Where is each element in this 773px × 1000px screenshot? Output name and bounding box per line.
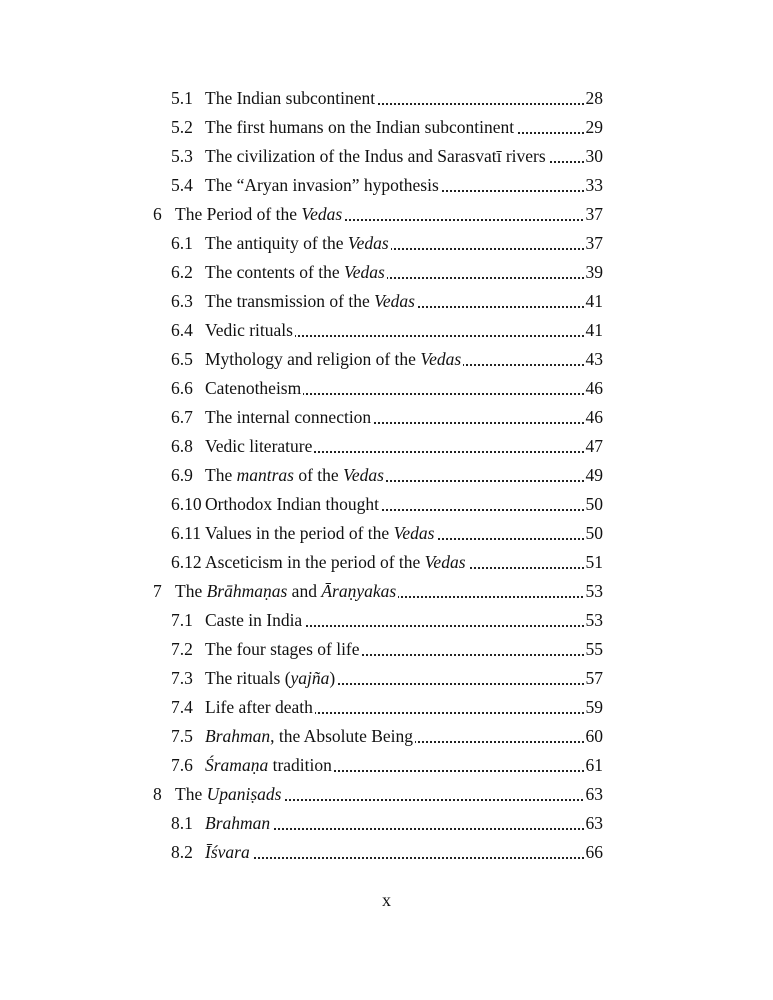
toc-entry-page-number: 46: [584, 374, 604, 403]
toc-entry-title: [205, 233, 389, 253]
toc-entry-page-number: 59: [584, 693, 604, 722]
toc-entry-page-number: 60: [584, 722, 604, 751]
toc-entry-title: [175, 784, 281, 804]
toc-section-entry: [171, 548, 603, 577]
toc-entry-number: 5.4: [171, 175, 193, 195]
toc-entry-page-number: 55: [584, 635, 604, 664]
toc-entry-number: 6.2: [171, 262, 193, 282]
toc-entry-heading: [171, 693, 315, 722]
toc-entry-number: 6.10: [171, 494, 202, 514]
toc-section-entry: [171, 635, 603, 664]
toc-title-part: The: [175, 581, 207, 601]
toc-title-part: The antiquity of the: [205, 233, 348, 253]
toc-entry-heading: [171, 113, 516, 142]
toc-entry-title: [205, 117, 514, 137]
toc-title-italic-part: Vedas: [424, 552, 466, 572]
toc-entry-title: [205, 494, 379, 514]
toc-entry-page-number: 37: [584, 200, 604, 229]
toc-title-part: The civilization of the Indus and Sarasvatī rivers: [205, 146, 546, 166]
toc-title-italic-part: mantras: [236, 465, 294, 485]
toc-title-italic-part: Brāhmaṇas: [206, 581, 288, 601]
toc-entry-heading: [153, 577, 398, 606]
toc-entry-number: 6.11: [171, 523, 201, 543]
toc-title-part: The: [175, 784, 207, 804]
toc-title-italic-part: Upaniṣads: [206, 784, 282, 804]
toc-title-italic-part: Vedas: [347, 233, 389, 253]
toc-entry-page-number: 50: [584, 519, 604, 548]
toc-section-entry: [171, 809, 603, 838]
toc-entry-heading: [171, 287, 417, 316]
toc-section-entry: [171, 374, 603, 403]
toc-entry-title: [205, 813, 270, 833]
toc-entry-page-number: 53: [584, 606, 604, 635]
toc-entry-number: 7.6: [171, 755, 193, 775]
toc-title-part: The four stages of life: [205, 639, 360, 659]
toc-title-italic-part: Brahman: [205, 726, 271, 746]
toc-entry-page-number: 41: [584, 316, 604, 345]
toc-title-part: The transmission of the: [205, 291, 375, 311]
toc-entry-number: 8.1: [171, 813, 193, 833]
toc-title-part: The contents of the: [205, 262, 344, 282]
toc-entry-number: 5.3: [171, 146, 193, 166]
toc-entry-heading: [171, 461, 386, 490]
toc-title-part: ): [329, 668, 336, 688]
toc-entry-title: [175, 581, 396, 601]
toc-entry-heading: [171, 84, 377, 113]
toc-entry-heading: [171, 374, 303, 403]
toc-title-italic-part: Āraṇyakas: [321, 581, 397, 601]
toc-entry-page-number: 53: [584, 577, 604, 606]
toc-entry-title: [205, 552, 466, 572]
toc-title-italic-part: Vedas: [343, 262, 385, 282]
page-folio: x: [382, 890, 391, 910]
toc-section-entry: [171, 519, 603, 548]
toc-entry-heading: [171, 345, 463, 374]
toc-section-entry: [171, 722, 603, 751]
toc-entry-page-number: 33: [584, 171, 604, 200]
toc-entry-page-number: 41: [584, 287, 604, 316]
toc-entry-number: 6.3: [171, 291, 193, 311]
toc-entry-title: [205, 291, 415, 311]
toc-section-entry: [171, 113, 603, 142]
toc-entry-page-number: 61: [584, 751, 604, 780]
toc-entry-page-number: 30: [584, 142, 604, 171]
toc-title-part: Vedic rituals: [205, 320, 293, 340]
toc-entry-number: 6.1: [171, 233, 193, 253]
toc-section-entry: [171, 229, 603, 258]
toc-entry-heading: [171, 548, 468, 577]
toc-section-entry: [171, 461, 603, 490]
toc-entry-title: [205, 639, 360, 659]
toc-title-part: The Period of the: [175, 204, 302, 224]
toc-entry-heading: [171, 722, 415, 751]
toc-entry-number: 7: [153, 581, 162, 601]
toc-entry-number: 6.4: [171, 320, 193, 340]
toc-entry-number: 6: [153, 204, 162, 224]
toc-section-entry: [171, 316, 603, 345]
toc-section-entry: [171, 142, 603, 171]
toc-entry-number: 7.3: [171, 668, 193, 688]
toc-section-entry: [171, 693, 603, 722]
toc-entry-title: [205, 523, 434, 543]
table-of-contents: [0, 84, 773, 867]
toc-entry-heading: [171, 229, 391, 258]
toc-title-italic-part: Vedas: [393, 523, 435, 543]
toc-entry-page-number: 63: [584, 780, 604, 809]
toc-section-entry: [171, 258, 603, 287]
toc-title-part: , the Absolute Being: [270, 726, 414, 746]
toc-title-part: Mythology and religion of the: [205, 349, 421, 369]
toc-section-entry: [171, 664, 603, 693]
toc-title-part: and: [287, 581, 322, 601]
toc-entry-heading: [171, 490, 381, 519]
toc-title-part: The: [205, 465, 237, 485]
toc-entry-number: 6.8: [171, 436, 193, 456]
toc-entry-heading: [171, 171, 441, 200]
toc-entry-title: [205, 755, 332, 775]
toc-entry-number: 6.9: [171, 465, 193, 485]
toc-entry-page-number: 46: [584, 403, 604, 432]
toc-entry-title: [205, 88, 375, 108]
toc-entry-heading: [171, 751, 334, 780]
toc-entry-title: [205, 726, 413, 746]
toc-entry-page-number: 63: [584, 809, 604, 838]
toc-entry-title: [205, 407, 371, 427]
toc-entry-title: [205, 610, 302, 630]
toc-entry-number: 7.2: [171, 639, 193, 659]
toc-title-part: Caste in India: [205, 610, 303, 630]
toc-section-entry: [171, 171, 603, 200]
toc-entry-number: 7.1: [171, 610, 193, 630]
toc-title-italic-part: Vedas: [343, 465, 384, 485]
toc-section-entry: [171, 432, 603, 461]
toc-title-part: Orthodox Indian thought: [205, 494, 380, 514]
toc-entry-heading: [153, 200, 344, 229]
toc-entry-number: 7.5: [171, 726, 193, 746]
toc-entry-page-number: 43: [584, 345, 604, 374]
toc-title-italic-part: Vedas: [420, 349, 462, 369]
toc-entry-heading: [171, 432, 314, 461]
toc-section-entry: [171, 838, 603, 867]
toc-title-part: Catenotheism: [205, 378, 302, 398]
toc-entry-title: [205, 668, 335, 688]
toc-entry-heading: [171, 664, 337, 693]
toc-chapter-entry: [153, 577, 603, 606]
toc-entry-page-number: 50: [584, 490, 604, 519]
toc-entry-number: 7.4: [171, 697, 193, 717]
toc-entry-heading: [171, 809, 272, 838]
toc-title-part: The “Aryan invasion” hypothesis: [205, 175, 439, 195]
toc-title-italic-part: Vedas: [301, 204, 343, 224]
toc-section-entry: [171, 345, 603, 374]
toc-title-part: Asceticism in the period of the: [205, 552, 425, 572]
toc-entry-number: 6.5: [171, 349, 193, 369]
toc-entry-heading: [171, 838, 252, 867]
toc-title-part: of the: [293, 465, 344, 485]
toc-entry-number: 6.6: [171, 378, 193, 398]
toc-title-part: The internal connection: [205, 407, 372, 427]
toc-title-part: Values in the period of the: [205, 523, 394, 543]
toc-entry-page-number: 39: [584, 258, 604, 287]
toc-entry-heading: [171, 258, 387, 287]
toc-section-entry: [171, 84, 603, 113]
toc-entry-page-number: 28: [584, 84, 604, 113]
toc-title-italic-part: Brahman: [205, 813, 271, 833]
toc-entry-heading: [171, 606, 304, 635]
toc-title-part: The first humans on the Indian subcontinent: [205, 117, 515, 137]
toc-entry-number: 5.2: [171, 117, 193, 137]
toc-entry-heading: [171, 403, 373, 432]
toc-entry-heading: [153, 780, 283, 809]
toc-entry-page-number: 49: [584, 461, 604, 490]
toc-section-entry: [171, 490, 603, 519]
toc-title-italic-part: yajña: [290, 668, 330, 688]
toc-section-entry: [171, 606, 603, 635]
toc-entry-title: [205, 349, 461, 369]
toc-section-entry: [171, 403, 603, 432]
toc-title-part: Vedic literature: [205, 436, 313, 456]
toc-title-part: Life after death: [205, 697, 313, 717]
toc-entry-page-number: 57: [584, 664, 604, 693]
toc-entry-title: [175, 204, 342, 224]
toc-entry-title: [205, 146, 546, 166]
toc-section-entry: [171, 751, 603, 780]
toc-entry-number: 6.12: [171, 552, 202, 572]
toc-entry-heading: [171, 519, 436, 548]
toc-entry-page-number: 51: [584, 548, 604, 577]
toc-title-part: The rituals (: [205, 668, 291, 688]
toc-title-italic-part: Śramaṇa: [205, 755, 269, 775]
toc-entry-page-number: 29: [584, 113, 604, 142]
toc-entry-title: [205, 436, 312, 456]
toc-entry-heading: [171, 635, 362, 664]
toc-entry-title: [205, 262, 385, 282]
toc-title-part: The Indian subcontinent: [205, 88, 376, 108]
toc-entry-heading: [171, 142, 548, 171]
toc-entry-number: 8.2: [171, 842, 193, 862]
toc-title-italic-part: Vedas: [374, 291, 415, 311]
toc-entry-number: 8: [153, 784, 162, 804]
toc-entry-title: [205, 378, 301, 398]
toc-entry-title: [205, 697, 313, 717]
toc-entry-title: [205, 842, 250, 862]
toc-section-entry: [171, 287, 603, 316]
toc-entry-title: [205, 320, 293, 340]
toc-title-italic-part: Īśvara: [205, 842, 250, 862]
toc-entry-title: [205, 175, 439, 195]
toc-title-part: tradition: [268, 755, 332, 775]
toc-entry-number: 6.7: [171, 407, 193, 427]
toc-entry-number: 5.1: [171, 88, 193, 108]
toc-entry-page-number: 47: [584, 432, 604, 461]
toc-entry-heading: [171, 316, 295, 345]
toc-entry-page-number: 37: [584, 229, 604, 258]
toc-chapter-entry: [153, 780, 603, 809]
toc-entry-page-number: 66: [584, 838, 604, 867]
toc-entry-title: [205, 465, 384, 485]
toc-chapter-entry: [153, 200, 603, 229]
